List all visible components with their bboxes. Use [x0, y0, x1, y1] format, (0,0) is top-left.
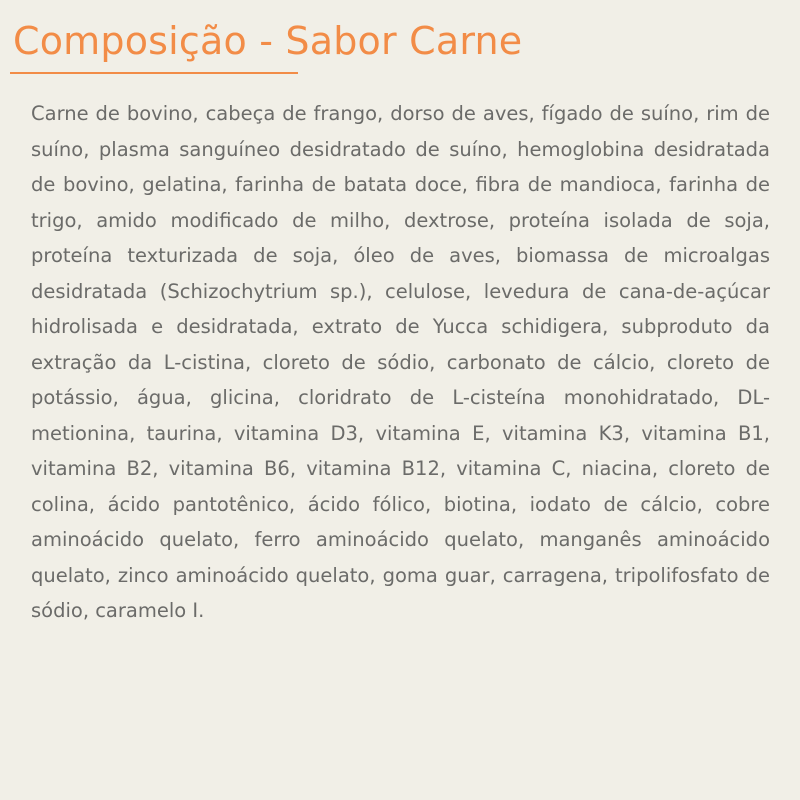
composition-text: Carne de bovino, cabeça de frango, dorso de aves, fígado de suíno, rim de suíno, plasma sanguíneo desidratado de suíno, hemoglobina desidratada de bovino, gelatina, farinha de batata doce, fibra de mandioca, farinha de trigo, amido modificado de milho, dextrose, proteína isolada de soja, proteína texturizada de soja, óleo de aves, biomassa de microalgas desidratada (Schizochytrium sp.), celulose, levedura de cana-de-açúcar hidrolisada e desidratada, extrato de Yucca schidigera, subproduto da extração da L-cistina, cloreto de sódio, carbonato de cálcio, cloreto de potássio, água, glicina, cloridrato de L-cisteína monohidratado, DL-metionina, taurina, vitamina D3, vitamina E, vitamina K3, vitamina B1, vitamina B2, vitamina B6, vitamina B12, vitamina C, niacina, cloreto de colina, ácido pantotênico, ácido fólico, biotina, iodato de cálcio, cobre aminoácido quelato, ferro aminoácido quelato, manganês aminoácido quelato, zinco aminoácido quelato, goma guar, carragena, tripolifosfato de sódio, caramelo I. — [31, 102, 770, 622]
title-underline — [10, 72, 298, 74]
page-title: Composição - Sabor Carne — [13, 19, 523, 63]
